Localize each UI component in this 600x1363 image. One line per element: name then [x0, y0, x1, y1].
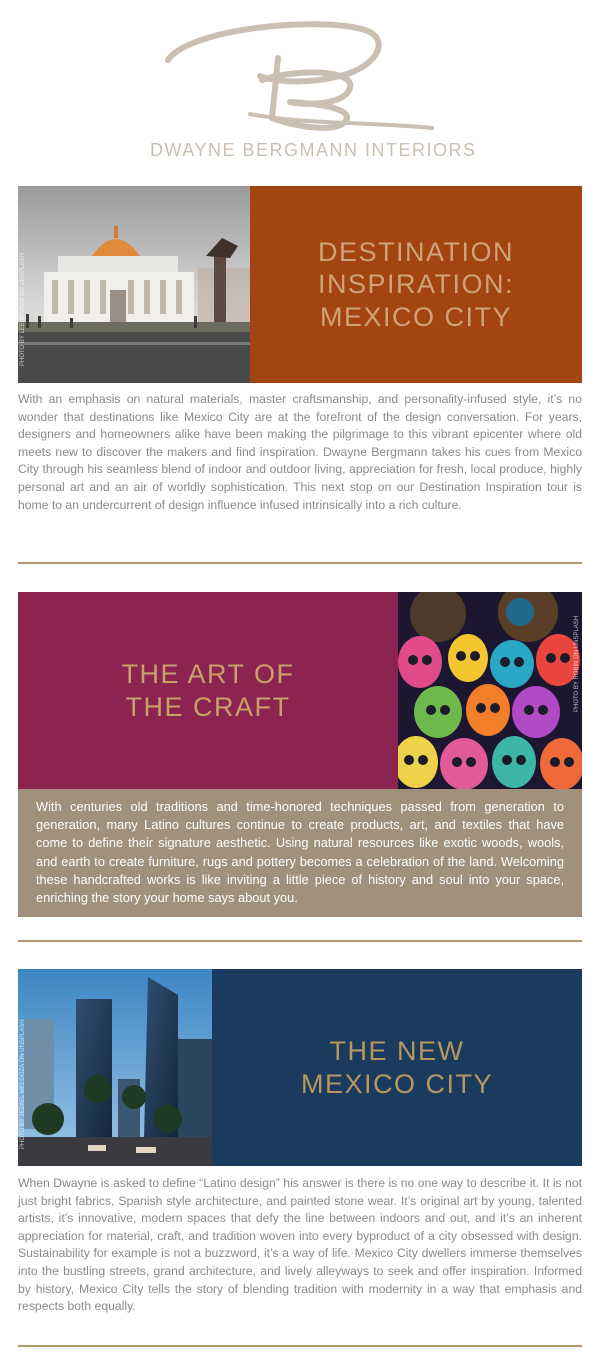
section-divider [18, 1345, 582, 1347]
photo-credit: PHOTO BY ROBIN ON UNSPLASH [574, 615, 580, 712]
title-panel [250, 186, 582, 383]
monogram-b-icon [150, 18, 450, 138]
title-line: THE ART OF [121, 659, 295, 690]
banner-destination-inspiration[interactable] [18, 186, 582, 383]
photo-credit: PHOTO BY JEZAEL MELGOZA ON UNSPLASH [20, 1019, 26, 1149]
palacio-bellas-artes-photo [18, 186, 250, 383]
section-body-text: When Dwayne is asked to define “Latino design” his answer is there is no one way to describe it. It is not just bright fabrics, Spanish style architecture, and painted stone wear. It’s original art by young, talented artists, it’s innovative, modern spaces that defy the line between indoors and out, and it’s an inherent appreciation for material, craft, and tradition woven into every byproduct of a city obsessed with design. Sustainability for example is not a buzzword, it’s a way of life. Mexico City dwellers immerse themselves into the bustling streets, grand architecture, and lively alleyways to seek and offer inspiration. Informed by history, Mexico City tells the story of blending tradition with modernity in a way that emphasis and respects both equally. [18, 1176, 582, 1314]
section-title [121, 658, 294, 723]
brand-logo[interactable] [150, 18, 477, 168]
title-line: DESTINATION [317, 236, 514, 267]
painted-skulls-photo [398, 592, 582, 789]
banner-new-mexico-city[interactable] [18, 969, 582, 1166]
title-line: MEXICO CITY [300, 1068, 493, 1099]
section-body-text: With centuries old traditions and time-honored techniques passed from generation to generation, many Latino cultures continue to create products, art, and textiles that have come to define their signature aesthetic. Using natural resources like exotic woods, wools, and earth to create furniture, rugs and pottery becomes a celebration of the land. Welcoming these handcrafted works is like inviting a little piece of history and soul into your space, enriching the story your home says about you. [18, 789, 582, 917]
section-divider [18, 940, 582, 942]
photo-credit: PHOTO BY LEE-MARCO ON UNSPLASH [20, 253, 26, 366]
banner-art-of-craft[interactable] [18, 592, 582, 789]
title-line: MEXICO CITY [319, 301, 512, 332]
title-line: INSPIRATION: [317, 269, 515, 300]
section-title [318, 236, 514, 333]
brand-name: DWAYNE BERGMANN INTERIORS [150, 140, 477, 160]
section-divider [18, 562, 582, 564]
title-panel [18, 592, 398, 789]
mexico-city-skyline-photo [18, 969, 212, 1166]
section-title [301, 1035, 493, 1100]
section-body-text: With an emphasis on natural materials, master craftsmanship, and personality-infused style, it’s no wonder that destinations like Mexico City are at the forefront of the design conversation. For years, designers and homeowners alike have been making the pilgrimage to this vibrant epicenter where old meets new to discover the makers and find inspiration. Dwayne Bergmann takes his cues from Mexico City through his seamless blend of indoor and outdoor living, appreciation for fresh, local produce, highly personal art and an air of worldly sophistication. This next stop on our Destination Inspiration tour is home to an undercurrent of design influence infused intrinsically into a rich culture. [18, 392, 582, 512]
title-line: THE NEW [329, 1036, 465, 1067]
title-panel [212, 969, 582, 1166]
title-line: THE CRAFT [125, 691, 291, 722]
